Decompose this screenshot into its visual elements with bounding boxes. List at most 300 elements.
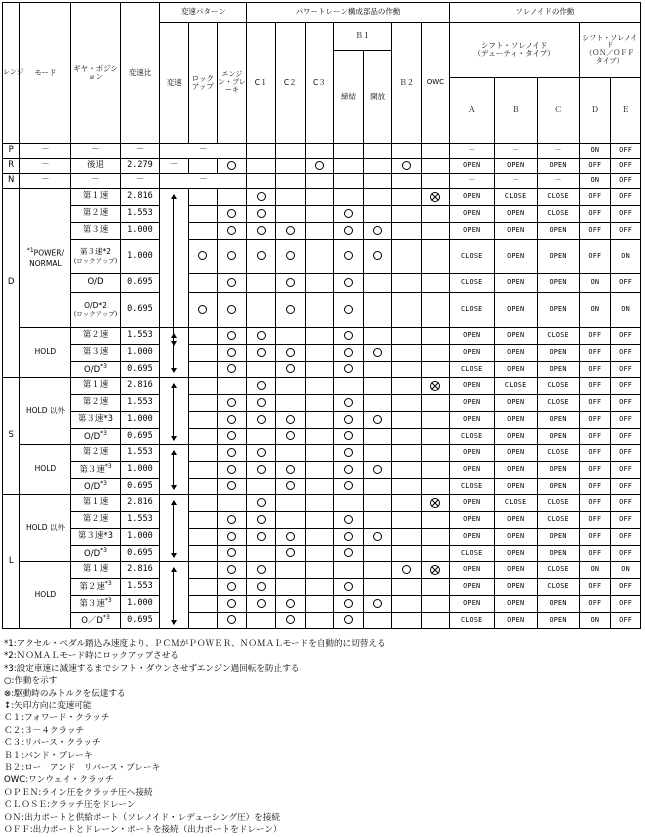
operation-circle-icon bbox=[344, 251, 353, 260]
sol-e-cell: OFF bbox=[611, 429, 641, 445]
sol-c-cell: OPEN bbox=[537, 529, 579, 546]
sol-c-cell: OPEN bbox=[537, 159, 579, 174]
ratio-cell: 1.000 bbox=[120, 345, 160, 362]
gear-cell: 第１速 bbox=[71, 378, 120, 395]
gear-cell: $O/D^{*3}$ bbox=[71, 429, 120, 445]
sol-d-cell: OFF bbox=[579, 596, 611, 613]
sol-c-cell: OPEN bbox=[537, 479, 579, 495]
sol-d-cell: OFF bbox=[579, 429, 611, 445]
sol-d-cell: OFF bbox=[579, 445, 611, 462]
header-sol-b: Ｂ bbox=[494, 78, 537, 144]
shift-pattern-cell: － bbox=[160, 174, 247, 189]
table-row bbox=[3, 189, 641, 206]
operation-circle-icon bbox=[402, 565, 411, 574]
operation-circle-icon bbox=[286, 481, 295, 490]
sol-a-cell: OPEN bbox=[449, 345, 494, 362]
gear-cell: 第１速 bbox=[71, 495, 120, 512]
sol-b-cell: OPEN bbox=[494, 240, 537, 274]
table-row bbox=[3, 206, 641, 223]
sol-c-cell: CLOSE bbox=[537, 395, 579, 412]
table-row bbox=[3, 395, 641, 412]
gear-cell: 第３速*3 bbox=[71, 529, 120, 546]
operation-circle-icon bbox=[286, 364, 295, 373]
sol-e-cell: OFF bbox=[611, 362, 641, 378]
operation-circle-icon bbox=[373, 348, 382, 357]
sol-d-cell: ON bbox=[579, 174, 611, 189]
shift-arrow-icon bbox=[173, 501, 174, 557]
sol-c-cell: CLOSE bbox=[537, 189, 579, 206]
table-row bbox=[3, 328, 641, 345]
operation-circle-icon bbox=[344, 348, 353, 357]
operation-circle-icon bbox=[344, 431, 353, 440]
footnotes bbox=[4, 638, 640, 837]
operation-circle-icon bbox=[344, 278, 353, 287]
table-row bbox=[3, 512, 641, 529]
sol-a-cell: OPEN bbox=[449, 445, 494, 462]
sol-e-cell: OFF bbox=[611, 445, 641, 462]
operation-circle-icon bbox=[286, 278, 295, 287]
ratio-cell: 1.000 bbox=[120, 412, 160, 429]
operation-circle-icon bbox=[286, 226, 295, 235]
header-shift: 変速 bbox=[160, 23, 189, 144]
header-sol-a: Ａ bbox=[449, 78, 494, 144]
table-row bbox=[3, 613, 641, 629]
ratio-cell: 1.000 bbox=[120, 240, 160, 274]
shift-arrow-cell bbox=[160, 189, 189, 328]
sol-a-cell: OPEN bbox=[449, 462, 494, 479]
sol-e-cell: OFF bbox=[611, 189, 641, 206]
operation-circle-icon bbox=[344, 331, 353, 340]
header-ratio: 変速比 bbox=[120, 3, 160, 144]
ratio-cell: 2.816 bbox=[120, 378, 160, 395]
table-row bbox=[3, 362, 641, 378]
operation-circle-icon bbox=[227, 532, 236, 541]
operation-circle-icon bbox=[227, 448, 236, 457]
operation-circle-icon bbox=[227, 465, 236, 474]
mode-cell: － bbox=[20, 159, 71, 174]
sol-c-cell: OPEN bbox=[537, 412, 579, 429]
sol-c-cell: CLOSE bbox=[537, 495, 579, 512]
sol-b-cell: OPEN bbox=[494, 328, 537, 345]
header-duty-type-label: （デューティ・タイプ） bbox=[473, 49, 555, 58]
operation-circle-icon bbox=[344, 599, 353, 608]
operation-circle-icon bbox=[227, 278, 236, 287]
sol-d-cell: OFF bbox=[579, 412, 611, 429]
mode-power-normal: $^{*1}$POWER/ NORMAL bbox=[20, 189, 71, 328]
sol-a-cell: OPEN bbox=[449, 412, 494, 429]
ratio-cell: 0.695 bbox=[120, 274, 160, 293]
sol-b-cell: OPEN bbox=[494, 579, 537, 596]
operation-circle-icon bbox=[286, 615, 295, 624]
operation-circle-icon bbox=[257, 331, 266, 340]
mode-hold: HOLD bbox=[20, 445, 71, 495]
header-b2: Ｂ２ bbox=[392, 23, 422, 144]
range-s: S bbox=[3, 378, 20, 495]
operation-circle-icon bbox=[344, 515, 353, 524]
gear-cell: $O/D^{*3}$ bbox=[71, 546, 120, 562]
operation-circle-icon bbox=[257, 599, 266, 608]
footnote: Ｃ３:リバース・クラッチ bbox=[4, 738, 101, 749]
table-row bbox=[3, 378, 641, 395]
operation-circle-icon bbox=[257, 448, 266, 457]
operation-circle-icon bbox=[315, 161, 324, 170]
sol-c-cell: CLOSE bbox=[537, 378, 579, 395]
table-row bbox=[3, 445, 641, 462]
operation-circle-icon bbox=[344, 532, 353, 541]
operation-circle-icon bbox=[257, 465, 266, 474]
mode-cell: － bbox=[20, 174, 71, 189]
sol-d-cell: OFF bbox=[579, 378, 611, 395]
sol-c-cell: OPEN bbox=[537, 546, 579, 562]
operation-circle-icon bbox=[344, 481, 353, 490]
table-row bbox=[3, 579, 641, 596]
header-b1-release: 開放 bbox=[363, 51, 392, 144]
operation-circle-icon bbox=[227, 565, 236, 574]
operation-circle-icon bbox=[227, 599, 236, 608]
sol-c-cell: OPEN bbox=[537, 223, 579, 240]
sol-b-cell: － bbox=[494, 144, 537, 159]
operation-circle-icon bbox=[227, 431, 236, 440]
owc-drive-icon bbox=[430, 192, 440, 202]
table-row bbox=[3, 144, 641, 159]
operation-circle-icon bbox=[227, 331, 236, 340]
header-gear-position: ギヤ・ポジション bbox=[71, 3, 120, 144]
mode-hold-other: HOLD 以外 bbox=[20, 495, 71, 562]
sol-a-cell: CLOSE bbox=[449, 293, 494, 328]
header-shift-solenoid-label: シフト・ソレノイド bbox=[480, 40, 548, 50]
header-owc: OWC bbox=[422, 23, 450, 144]
footnote: ＣＬＯＳＥ:クラッチ圧をドレーン bbox=[4, 800, 136, 811]
sol-a-cell: OPEN bbox=[449, 596, 494, 613]
sol-b-cell: OPEN bbox=[494, 445, 537, 462]
sol-a-cell: CLOSE bbox=[449, 613, 494, 629]
sol-b-cell: OPEN bbox=[494, 395, 537, 412]
operation-circle-icon bbox=[227, 348, 236, 357]
shift-arrow-cell bbox=[160, 562, 189, 629]
owc-drive-icon bbox=[430, 381, 440, 391]
ratio-cell: 1.553 bbox=[120, 206, 160, 223]
gear-cell: 第２速$^{*3}$ bbox=[71, 579, 120, 596]
sol-d-cell: OFF bbox=[579, 240, 611, 274]
header-c3: C３ bbox=[305, 23, 334, 144]
sol-c-cell: OPEN bbox=[537, 293, 579, 328]
sol-a-cell: OPEN bbox=[449, 512, 494, 529]
table-row bbox=[3, 274, 641, 293]
sol-e-cell: ON bbox=[611, 293, 641, 328]
header-sol-c: Ｃ bbox=[537, 78, 579, 144]
shift-arrow-icon bbox=[173, 451, 174, 489]
ratio-cell: 0.695 bbox=[120, 293, 160, 328]
table-row bbox=[3, 596, 641, 613]
ratio-cell: － bbox=[120, 174, 160, 189]
header-powertrain: パワートレーン構成部品の作動 bbox=[247, 3, 449, 23]
sol-d-cell: OFF bbox=[579, 529, 611, 546]
mode-hold: HOLD bbox=[20, 562, 71, 629]
gear-cell: $O/D^{*3}$ bbox=[71, 613, 120, 629]
operation-circle-icon bbox=[227, 305, 236, 314]
sol-d-cell: ON bbox=[579, 144, 611, 159]
sol-e-cell: OFF bbox=[611, 206, 641, 223]
sol-b-cell: － bbox=[494, 174, 537, 189]
sol-b-cell: OPEN bbox=[494, 479, 537, 495]
operation-circle-icon bbox=[373, 599, 382, 608]
ratio-cell: 1.000 bbox=[120, 529, 160, 546]
sol-d-cell: OFF bbox=[579, 345, 611, 362]
sol-e-cell: OFF bbox=[611, 159, 641, 174]
operation-circle-icon bbox=[344, 615, 353, 624]
gear-cell: 第３速$^{*3}$ bbox=[71, 596, 120, 613]
sol-a-cell: OPEN bbox=[449, 562, 494, 579]
header-shift-pattern: 変速パターン bbox=[160, 3, 247, 23]
table-row bbox=[3, 223, 641, 240]
gear-cell: 第３速*3 bbox=[71, 412, 120, 429]
gear-cell: 第２速 bbox=[71, 395, 120, 412]
sol-e-cell: OFF bbox=[611, 274, 641, 293]
operation-circle-icon bbox=[286, 465, 295, 474]
footnote: ○:作動を示す bbox=[4, 676, 58, 687]
table-row bbox=[3, 159, 641, 174]
shift-arrow-icon bbox=[173, 195, 174, 345]
operation-circle-icon bbox=[286, 348, 295, 357]
operation-circle-icon bbox=[286, 599, 295, 608]
operation-circle-icon bbox=[198, 305, 207, 314]
table-row bbox=[3, 479, 641, 495]
table-row bbox=[3, 462, 641, 479]
footnote: Ｃ１:フォワード・クラッチ bbox=[4, 713, 110, 724]
ratio-cell: 1.553 bbox=[120, 579, 160, 596]
sol-b-cell: OPEN bbox=[494, 223, 537, 240]
ratio-cell: 0.695 bbox=[120, 546, 160, 562]
sol-e-cell: OFF bbox=[611, 144, 641, 159]
table-row bbox=[3, 529, 641, 546]
operation-circle-icon bbox=[373, 251, 382, 260]
operation-circle-icon bbox=[227, 251, 236, 260]
footnote: ＯＮ:出力ポートと供給ポート（ソレノイド・レデューシング圧）を接続 bbox=[4, 812, 280, 823]
table-row bbox=[3, 412, 641, 429]
gear-cell: 第２速 bbox=[71, 206, 120, 223]
range-p: P bbox=[3, 144, 20, 159]
sol-d-cell: OFF bbox=[579, 512, 611, 529]
ratio-cell: 1.553 bbox=[120, 512, 160, 529]
operation-circle-icon bbox=[344, 226, 353, 235]
sol-b-cell: CLOSE bbox=[494, 495, 537, 512]
ratio-cell: 2.816 bbox=[120, 495, 160, 512]
table-row bbox=[3, 240, 641, 274]
footnote: *3:設定車速に減速するまでシフト・ダウンさせずエンジン過回転を防止する bbox=[4, 663, 300, 674]
header-b1-engage: 締結 bbox=[334, 51, 364, 144]
sol-e-cell: OFF bbox=[611, 462, 641, 479]
operation-circle-icon bbox=[373, 226, 382, 235]
operation-circle-icon bbox=[257, 348, 266, 357]
sol-b-cell: OPEN bbox=[494, 596, 537, 613]
ratio-cell: － bbox=[120, 144, 160, 159]
sol-e-cell: OFF bbox=[611, 328, 641, 345]
operation-table bbox=[2, 2, 641, 629]
owc-drive-icon bbox=[430, 565, 440, 575]
operation-circle-icon bbox=[227, 515, 236, 524]
sol-c-cell: CLOSE bbox=[537, 328, 579, 345]
sol-d-cell: OFF bbox=[579, 206, 611, 223]
sol-d-cell: OFF bbox=[579, 479, 611, 495]
operation-circle-icon bbox=[286, 548, 295, 557]
gear-cell: 第３速 bbox=[71, 345, 120, 362]
operation-circle-icon bbox=[227, 481, 236, 490]
header-shift-solenoid-onoff bbox=[579, 23, 640, 78]
sol-a-cell: OPEN bbox=[449, 395, 494, 412]
operation-circle-icon bbox=[257, 582, 266, 591]
sol-a-cell: OPEN bbox=[449, 495, 494, 512]
operation-circle-icon bbox=[227, 615, 236, 624]
operation-circle-icon bbox=[286, 415, 295, 424]
ratio-cell: 2.279 bbox=[120, 159, 160, 174]
ratio-cell: 1.553 bbox=[120, 395, 160, 412]
footnote: Ｂ２:ロー アンド リバース・ブレーキ bbox=[4, 763, 161, 774]
operation-circle-icon bbox=[198, 251, 207, 260]
mode-hold: HOLD bbox=[20, 328, 71, 378]
ratio-cell: 1.553 bbox=[120, 328, 160, 345]
shift-arrow-cell bbox=[160, 378, 189, 445]
gear-cell: 第３速*2 (ロックアップ) bbox=[71, 240, 120, 274]
sol-d-cell: OFF bbox=[579, 223, 611, 240]
header-lockup: ロックアップ bbox=[189, 23, 218, 144]
shift-pattern-cell: － bbox=[160, 144, 247, 159]
sol-b-cell: OPEN bbox=[494, 512, 537, 529]
sol-c-cell: OPEN bbox=[537, 429, 579, 445]
sol-a-cell: OPEN bbox=[449, 529, 494, 546]
sol-d-cell: OFF bbox=[579, 462, 611, 479]
footnote: OWC:ワンウェイ・クラッチ bbox=[4, 775, 114, 786]
operation-circle-icon bbox=[257, 415, 266, 424]
sol-b-cell: OPEN bbox=[494, 529, 537, 546]
range-n: N bbox=[3, 174, 20, 189]
sol-a-cell: OPEN bbox=[449, 159, 494, 174]
mode-cell: － bbox=[20, 144, 71, 159]
sol-c-cell: OPEN bbox=[537, 596, 579, 613]
sol-d-cell: ON bbox=[579, 613, 611, 629]
sol-c-cell: CLOSE bbox=[537, 206, 579, 223]
sol-e-cell: OFF bbox=[611, 412, 641, 429]
gear-cell: 第１速 bbox=[71, 189, 120, 206]
sol-c-cell: CLOSE bbox=[537, 579, 579, 596]
sol-a-cell: － bbox=[449, 144, 494, 159]
sol-d-cell: OFF bbox=[579, 395, 611, 412]
table-row bbox=[3, 495, 641, 512]
operation-circle-icon bbox=[227, 209, 236, 218]
shift-arrow-icon bbox=[173, 334, 174, 372]
sol-c-cell: OPEN bbox=[537, 362, 579, 378]
operation-circle-icon bbox=[257, 498, 266, 507]
header-shift-solenoid-duty bbox=[449, 23, 579, 78]
gear-cell: 後退 bbox=[71, 159, 120, 174]
gear-cell: 第１速 bbox=[71, 562, 120, 579]
sol-a-cell: OPEN bbox=[449, 189, 494, 206]
sol-e-cell: OFF bbox=[611, 223, 641, 240]
sol-b-cell: OPEN bbox=[494, 274, 537, 293]
sol-e-cell: OFF bbox=[611, 395, 641, 412]
operation-circle-icon bbox=[286, 431, 295, 440]
sol-a-cell: CLOSE bbox=[449, 240, 494, 274]
header-onoff-solenoid-label: シフト・ソレノイド bbox=[582, 33, 638, 50]
shift-arrow-cell bbox=[160, 495, 189, 562]
shift-arrow-cell bbox=[160, 328, 189, 378]
sol-e-cell: OFF bbox=[611, 378, 641, 395]
sol-c-cell: CLOSE bbox=[537, 512, 579, 529]
operation-circle-icon bbox=[257, 532, 266, 541]
ratio-cell: 1.553 bbox=[120, 445, 160, 462]
sol-b-cell: OPEN bbox=[494, 462, 537, 479]
shift-cell: － bbox=[160, 159, 189, 174]
header-solenoid: ソレノイドの作動 bbox=[449, 3, 640, 23]
header-onoff-type2-label: タイプ） bbox=[595, 56, 624, 65]
operation-circle-icon bbox=[227, 161, 236, 170]
sol-b-cell: OPEN bbox=[494, 562, 537, 579]
operation-circle-icon bbox=[402, 161, 411, 170]
operation-circle-icon bbox=[344, 398, 353, 407]
table-row bbox=[3, 345, 641, 362]
operation-circle-icon bbox=[257, 226, 266, 235]
sol-e-cell: OFF bbox=[611, 579, 641, 596]
table-row bbox=[3, 174, 641, 189]
footnote: ↕:矢印方向に変速可能 bbox=[4, 701, 92, 712]
mode-hold-other: HOLD 以外 bbox=[20, 378, 71, 445]
sol-a-cell: OPEN bbox=[449, 223, 494, 240]
operation-circle-icon bbox=[344, 305, 353, 314]
operation-circle-icon bbox=[344, 415, 353, 424]
sol-e-cell: OFF bbox=[611, 529, 641, 546]
operation-circle-icon bbox=[344, 209, 353, 218]
range-l: L bbox=[3, 495, 20, 629]
sol-d-cell: OFF bbox=[579, 362, 611, 378]
header-sol-d: Ｄ bbox=[579, 78, 611, 144]
owc-drive-icon bbox=[430, 498, 440, 508]
sol-c-cell: － bbox=[537, 174, 579, 189]
sol-e-cell: ON bbox=[611, 562, 641, 579]
sol-b-cell: OPEN bbox=[494, 412, 537, 429]
sol-c-cell: OPEN bbox=[537, 240, 579, 274]
operation-circle-icon bbox=[286, 251, 295, 260]
operation-circle-icon bbox=[227, 582, 236, 591]
operation-circle-icon bbox=[227, 398, 236, 407]
ratio-cell: 0.695 bbox=[120, 479, 160, 495]
gear-cell: 第３速$^{*3}$ bbox=[71, 462, 120, 479]
operation-circle-icon bbox=[344, 364, 353, 373]
header-sol-e: Ｅ bbox=[611, 78, 641, 144]
shift-arrow-icon bbox=[173, 568, 174, 624]
sol-e-cell: OFF bbox=[611, 613, 641, 629]
operation-circle-icon bbox=[257, 192, 266, 201]
sol-e-cell: OFF bbox=[611, 345, 641, 362]
gear-cell: 第３速 bbox=[71, 223, 120, 240]
sol-b-cell: CLOSE bbox=[494, 378, 537, 395]
sol-e-cell: OFF bbox=[611, 546, 641, 562]
shift-arrow-cell bbox=[160, 445, 189, 495]
sol-c-cell: OPEN bbox=[537, 274, 579, 293]
operation-circle-icon bbox=[344, 448, 353, 457]
gear-cell: － bbox=[71, 144, 120, 159]
sol-d-cell: ON bbox=[579, 293, 611, 328]
sol-e-cell: OFF bbox=[611, 512, 641, 529]
sol-b-cell: OPEN bbox=[494, 362, 537, 378]
footnote: *1:アクセル・ペダル踏込み速度より、ＰＣＭがＰＯＷＥＲ、ＮＯＭＡＬモードを自動的に切替える bbox=[4, 639, 386, 649]
gear-cell: O/D bbox=[71, 274, 120, 293]
header-engine-brake: エンジン・ブレーキ bbox=[217, 23, 247, 144]
header-range: レンジ bbox=[3, 3, 20, 144]
operation-circle-icon bbox=[373, 465, 382, 474]
sol-b-cell: OPEN bbox=[494, 546, 537, 562]
sol-d-cell: OFF bbox=[579, 328, 611, 345]
header-b1: Ｂ１ bbox=[334, 23, 392, 51]
header-mode: モード bbox=[20, 3, 71, 144]
